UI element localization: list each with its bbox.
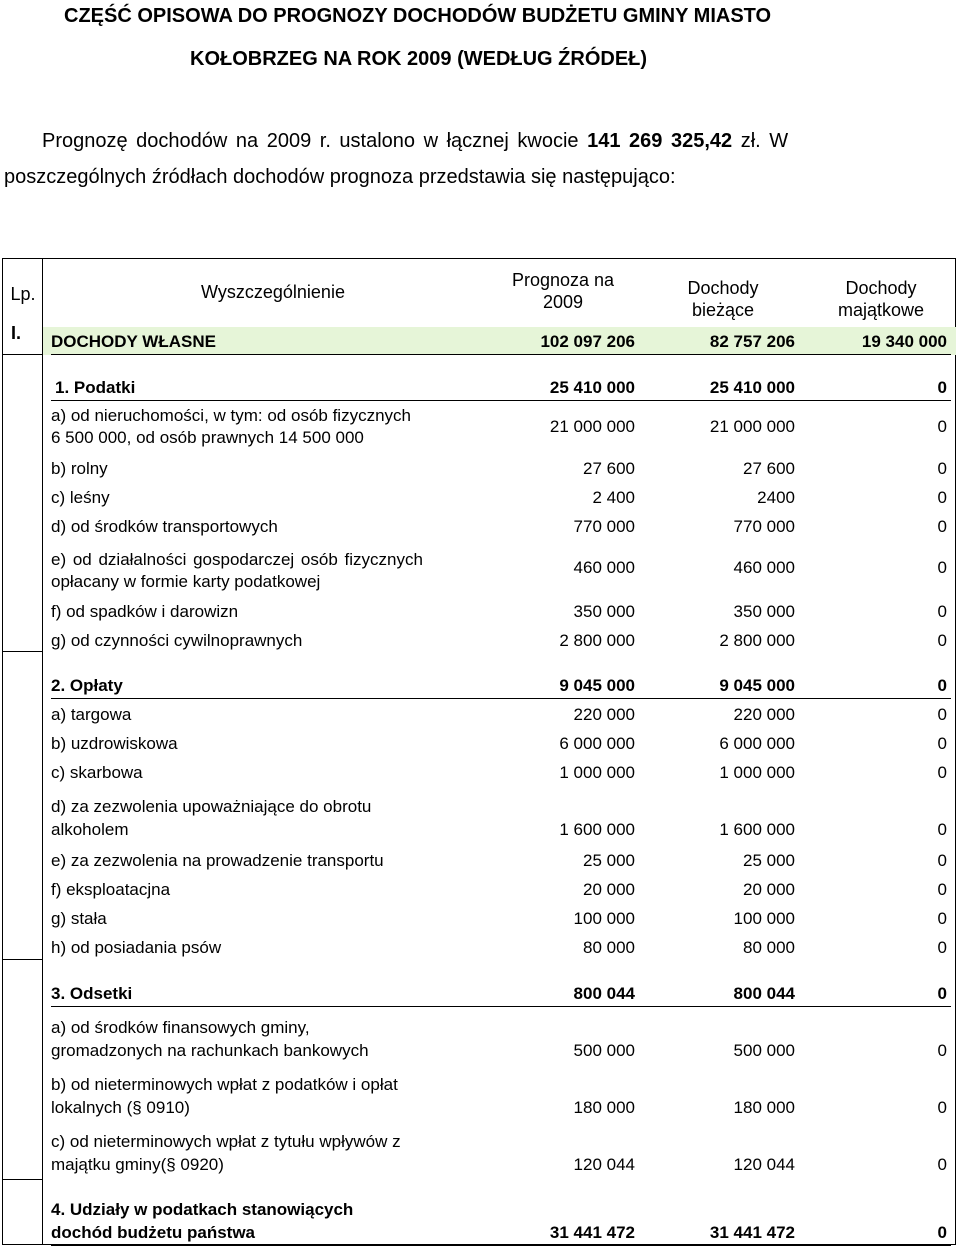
row-label: a) targowa bbox=[51, 705, 132, 724]
lp-divider bbox=[3, 959, 43, 960]
row-label: d) od środków transportowych bbox=[51, 517, 278, 536]
row-label-line2: lokalnych (§ 0910) bbox=[51, 1098, 190, 1117]
row-current: 25 000 bbox=[743, 851, 795, 870]
section-name: DOCHODY WŁASNE bbox=[51, 332, 216, 351]
row-capital: 0 bbox=[937, 631, 947, 650]
row-capital: 0 bbox=[937, 1098, 947, 1117]
row-capital: 0 bbox=[937, 909, 947, 928]
lp-divider bbox=[3, 651, 43, 652]
row-label-line2: gromadzonych na rachunkach bankowych bbox=[51, 1041, 369, 1060]
underline bbox=[51, 698, 951, 699]
row-forecast: 1 000 000 bbox=[559, 763, 635, 782]
row-forecast: 80 000 bbox=[583, 938, 635, 957]
row-label: 3. Odsetki bbox=[51, 984, 133, 1003]
row-label-line2: alkoholem bbox=[51, 820, 129, 839]
row-current: 20 000 bbox=[743, 880, 795, 899]
row-label: f) od spadków i darowizn bbox=[51, 602, 239, 621]
row-forecast: 1 600 000 bbox=[559, 820, 635, 839]
row-current: 1 600 000 bbox=[719, 820, 795, 839]
row-forecast: 460 000 bbox=[573, 558, 635, 577]
row-current: 500 000 bbox=[733, 1041, 795, 1060]
row-forecast: 220 000 bbox=[573, 705, 635, 724]
row-capital: 0 bbox=[937, 984, 947, 1003]
row-capital: 0 bbox=[937, 488, 947, 507]
row-label: h) od posiadania psów bbox=[51, 938, 222, 957]
row-forecast: 2 400 bbox=[592, 488, 635, 507]
row-capital: 0 bbox=[937, 734, 947, 753]
row-label: g) od czynności cywilnoprawnych bbox=[51, 631, 303, 650]
row-capital: 0 bbox=[937, 880, 947, 899]
row-current: 27 600 bbox=[743, 459, 795, 478]
row-capital: 0 bbox=[937, 417, 947, 436]
row-capital: 0 bbox=[937, 1155, 947, 1174]
row-capital: 0 bbox=[937, 558, 947, 577]
row-label-line1: a) od środków finansowych gminy, bbox=[51, 1018, 310, 1037]
header-capital: Dochody majątkowe bbox=[837, 278, 925, 320]
row-current: 1 000 000 bbox=[719, 763, 795, 782]
row-forecast: 100 000 bbox=[573, 909, 635, 928]
row-current: 9 045 000 bbox=[719, 676, 795, 695]
revenue-table bbox=[2, 258, 956, 1245]
header-lp: Lp. bbox=[10, 284, 36, 304]
row-forecast: 27 600 bbox=[583, 459, 635, 478]
row-label: b) uzdrowiskowa bbox=[51, 734, 178, 753]
lp-divider bbox=[3, 1179, 43, 1180]
header-current: Dochody bieżące bbox=[687, 278, 759, 320]
row-current: 21 000 000 bbox=[709, 417, 795, 436]
row-capital: 0 bbox=[937, 851, 947, 870]
row-capital: 0 bbox=[937, 705, 947, 724]
row-forecast: 800 044 bbox=[573, 984, 635, 1003]
row-current: 220 000 bbox=[733, 705, 795, 724]
section-capital: 19 340 000 bbox=[861, 332, 947, 351]
row-label-line1: a) od nieruchomości, w tym: od osób fizycznych bbox=[51, 406, 411, 425]
row-label: g) stała bbox=[51, 909, 107, 928]
row-capital: 0 bbox=[937, 602, 947, 621]
row-label-line1: d) za zezwolenia upoważniające do obrotu bbox=[51, 797, 372, 816]
row-forecast: 350 000 bbox=[573, 602, 635, 621]
lp-divider bbox=[3, 354, 43, 355]
row-current: 2 800 000 bbox=[719, 631, 795, 650]
row-label: e) za zezwolenia na prowadzenie transportu bbox=[51, 851, 384, 870]
document-title-line1: CZĘŚĆ OPISOWA DO PROGNOZY DOCHODÓW BUDŻETU GMINY MIASTO bbox=[64, 5, 772, 27]
row-label-line2: majątku gminy(§ 0920) bbox=[51, 1155, 224, 1174]
row-capital: 0 bbox=[937, 763, 947, 782]
row-current: 80 000 bbox=[743, 938, 795, 957]
row-label: 2. Opłaty bbox=[51, 676, 123, 695]
document-title-line2: KOŁOBRZEG NA ROK 2009 (WEDŁUG ŹRÓDEŁ) bbox=[190, 48, 648, 70]
row-forecast: 120 044 bbox=[573, 1155, 635, 1174]
row-forecast: 25 410 000 bbox=[549, 378, 635, 397]
row-capital: 0 bbox=[937, 378, 947, 397]
row-label: c) leśny bbox=[51, 488, 110, 507]
row-forecast: 31 441 472 bbox=[549, 1223, 635, 1242]
row-capital: 0 bbox=[937, 1041, 947, 1060]
row-current: 2400 bbox=[757, 488, 795, 507]
row-label-line1: b) od nieterminowych wpłat z podatków i opłat bbox=[51, 1075, 398, 1094]
section-number: I. bbox=[11, 323, 22, 343]
header-forecast: Prognoza na 2009 bbox=[511, 270, 615, 312]
row-current: 800 044 bbox=[733, 984, 795, 1003]
underline bbox=[51, 354, 951, 355]
row-current: 31 441 472 bbox=[709, 1223, 795, 1242]
intro-text-after: zł. W bbox=[740, 130, 789, 152]
row-capital: 0 bbox=[937, 676, 947, 695]
row-forecast: 9 045 000 bbox=[559, 676, 635, 695]
row-current: 350 000 bbox=[733, 602, 795, 621]
row-label-line2: 6 500 000, od osób prawnych 14 500 000 bbox=[51, 428, 364, 447]
underline bbox=[51, 400, 951, 401]
intro-paragraph-line2: poszczególnych źródłach dochodów prognoza przedstawia się następująco: bbox=[4, 166, 676, 188]
row-label: c) skarbowa bbox=[51, 763, 143, 782]
row-current: 100 000 bbox=[733, 909, 795, 928]
intro-paragraph-line1 bbox=[42, 130, 788, 153]
row-capital: 0 bbox=[937, 517, 947, 536]
row-forecast: 6 000 000 bbox=[559, 734, 635, 753]
row-capital: 0 bbox=[937, 1223, 947, 1242]
row-capital: 0 bbox=[937, 820, 947, 839]
row-current: 6 000 000 bbox=[719, 734, 795, 753]
row-label-line2: opłacany w formie karty podatkowej bbox=[51, 572, 321, 591]
row-capital: 0 bbox=[937, 459, 947, 478]
row-forecast: 25 000 bbox=[583, 851, 635, 870]
header-description: Wyszczególnienie bbox=[201, 282, 345, 302]
row-label-line1: c) od nieterminowych wpłat z tytułu wpływów z bbox=[51, 1132, 401, 1151]
row-forecast: 21 000 000 bbox=[549, 417, 635, 436]
lp-column bbox=[3, 259, 43, 1244]
row-forecast: 770 000 bbox=[573, 517, 635, 536]
section-current: 82 757 206 bbox=[709, 332, 795, 351]
row-capital: 0 bbox=[937, 938, 947, 957]
row-label-line2: dochód budżetu państwa bbox=[51, 1223, 255, 1242]
section-forecast: 102 097 206 bbox=[540, 332, 635, 351]
row-label-line1: 4. Udziały w podatkach stanowiących bbox=[51, 1200, 354, 1219]
intro-text-before: Prognozę dochodów na 2009 r. ustalono w łącznej kwocie bbox=[42, 130, 579, 152]
row-label: b) rolny bbox=[51, 459, 108, 478]
row-label: f) eksploatacjna bbox=[51, 880, 171, 899]
row-current: 460 000 bbox=[733, 558, 795, 577]
row-current: 25 410 000 bbox=[709, 378, 795, 397]
row-label-line1: e) od działalności gospodarczej osób fizycznych bbox=[51, 550, 423, 569]
intro-amount: 141 269 325,42 bbox=[587, 130, 733, 152]
row-forecast: 500 000 bbox=[573, 1041, 635, 1060]
row-forecast: 2 800 000 bbox=[559, 631, 635, 650]
row-label: 1. Podatki bbox=[55, 378, 136, 397]
row-forecast: 20 000 bbox=[583, 880, 635, 899]
underline bbox=[51, 1006, 951, 1007]
row-current: 180 000 bbox=[733, 1098, 795, 1117]
row-forecast: 180 000 bbox=[573, 1098, 635, 1117]
row-current: 120 044 bbox=[733, 1155, 795, 1174]
row-current: 770 000 bbox=[733, 517, 795, 536]
